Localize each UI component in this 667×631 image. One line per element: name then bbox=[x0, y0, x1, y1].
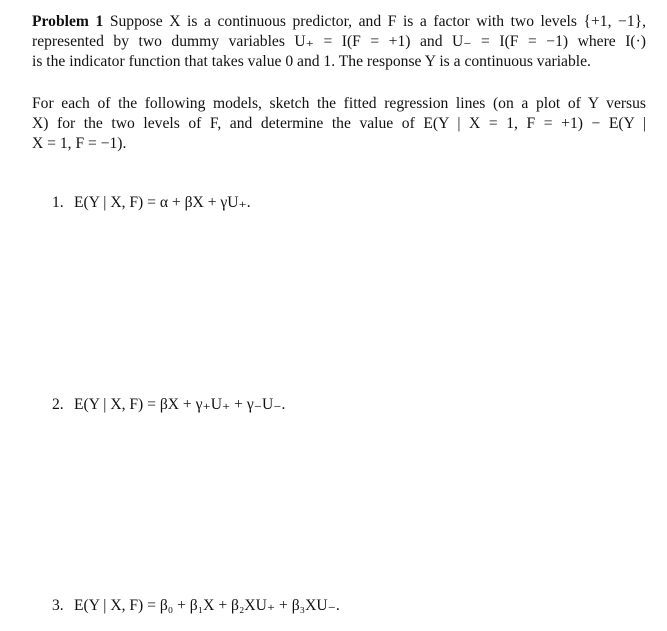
model-number: 1. bbox=[52, 194, 64, 211]
model-item-3 bbox=[52, 596, 340, 616]
instructions-line-1: For each of the following models, sketch the fitted regression lines (on a plot of Y versus bbox=[32, 95, 646, 112]
model-formula: E(Y | X, F) = βX + γ₊U₊ + γ₋U₋. bbox=[74, 396, 286, 413]
problem-line-1: Problem 1 Suppose X is a continuous predictor, and F is a factor with two levels {+1, −1}, bbox=[32, 13, 647, 30]
problem-line-2: represented by two dummy variables U₊ = I(F = +1) and U₋ = I(F = −1) where I(·) bbox=[32, 33, 646, 50]
model-formula: E(Y | X, F) = β₀ + β₁X + β₂XU₊ + β₃XU₋. bbox=[74, 597, 340, 614]
problem-heading: Problem 1 bbox=[32, 13, 104, 30]
model-formula: E(Y | X, F) = α + βX + γU₊. bbox=[74, 194, 251, 211]
problem-page bbox=[32, 8, 647, 614]
instructions-paragraph bbox=[32, 94, 646, 154]
problem-statement bbox=[32, 12, 646, 72]
problem-line-3: is the indicator function that takes value 0 and 1. The response Y is a continuous variable. bbox=[32, 53, 591, 70]
model-number: 2. bbox=[52, 396, 64, 413]
model-item-1 bbox=[52, 193, 251, 213]
model-item-2 bbox=[52, 395, 285, 415]
instructions-line-2: X) for the two levels of F, and determine the value of E(Y | X = 1, F = +1) − E(Y | bbox=[32, 115, 646, 132]
model-number: 3. bbox=[52, 597, 64, 614]
instructions-line-3: X = 1, F = −1). bbox=[32, 135, 127, 152]
